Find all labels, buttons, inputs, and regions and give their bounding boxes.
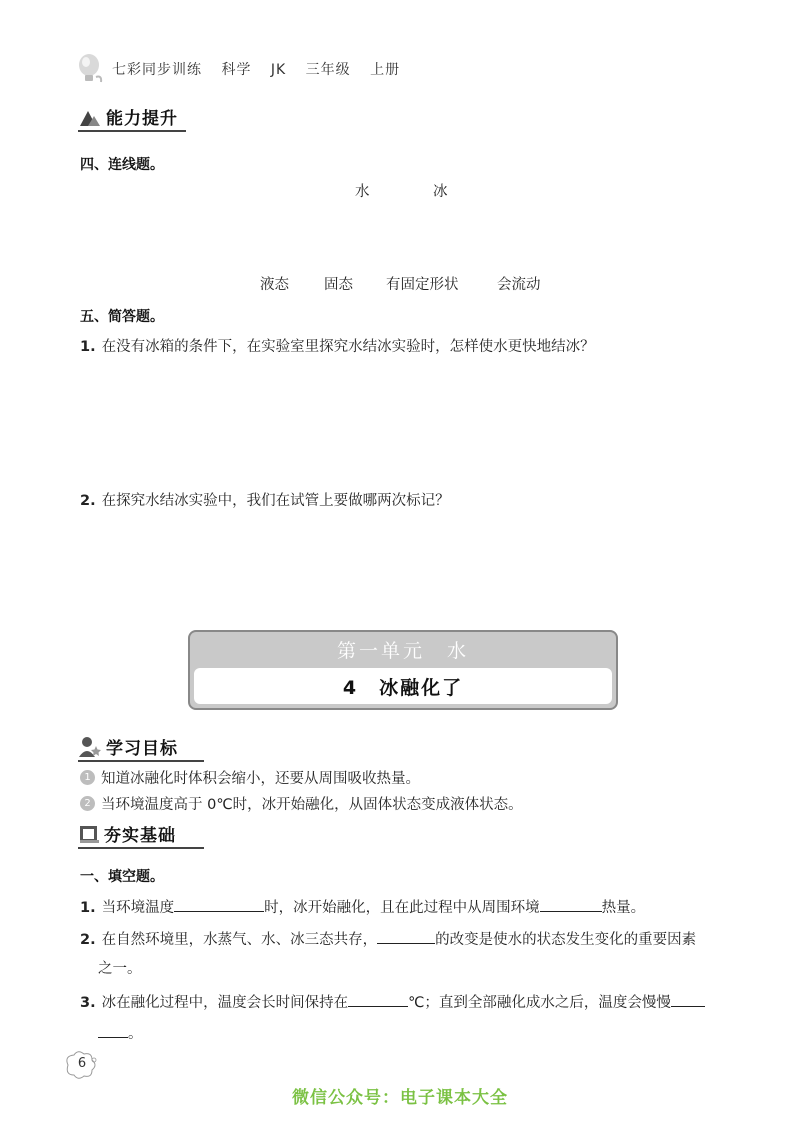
match-top-item-2: 冰 xyxy=(433,184,448,200)
answer-blank[interactable] xyxy=(174,897,264,912)
page-number: 6 xyxy=(77,1056,87,1071)
header-grade: 三年级 xyxy=(305,62,351,78)
unit-banner xyxy=(188,630,618,710)
book-icon xyxy=(78,823,100,845)
section-goals xyxy=(78,734,208,759)
fill-item-2-cont: 之一。 xyxy=(98,961,142,977)
section-basics xyxy=(78,821,208,846)
header-volume: 上册 xyxy=(370,62,401,78)
section-underline xyxy=(78,847,204,849)
header-series: 七彩同步训练 xyxy=(112,62,202,78)
fill-item-2-text-a: 在自然环境里，水蒸气、水、冰三态共存， xyxy=(101,932,378,948)
fill-item-2-num: 2. xyxy=(80,932,96,948)
fill-item-3-text-c: 。 xyxy=(128,1026,143,1042)
fill-item-2 xyxy=(80,929,730,950)
fill-item-1-text-c: 热量。 xyxy=(601,900,646,916)
goal-text-1: 知道冰融化时体积会缩小，还要从周围吸收热量。 xyxy=(101,771,420,787)
section-ability xyxy=(78,104,190,129)
answer-blank[interactable] xyxy=(348,992,408,1007)
q5-item-2-num: 2. xyxy=(80,493,96,509)
q5-item-2 xyxy=(80,491,720,511)
answer-blank[interactable] xyxy=(540,897,602,912)
mountain-icon xyxy=(78,107,102,127)
q5-item-2-text: 在探究水结冰实验中，我们在试管上要做哪两次标记？ xyxy=(101,493,450,509)
fill-item-1-num: 1. xyxy=(80,900,96,916)
section-goals-title: 学习目标 xyxy=(106,739,178,759)
fill-item-3-num: 3. xyxy=(80,995,96,1011)
section-basics-title: 夯实基础 xyxy=(104,826,176,846)
q5-item-1-text: 在没有冰箱的条件下，在实验室里探究水结冰实验时，怎样使水更快地结冰？ xyxy=(101,339,595,355)
match-bottom-item-4: 会流动 xyxy=(497,277,541,293)
q5-heading: 五、简答题。 xyxy=(80,309,164,325)
q1-heading: 一、填空题。 xyxy=(80,869,164,885)
lightbulb-icon xyxy=(76,53,104,85)
footer-watermark: 微信公众号：电子课本大全 xyxy=(292,1088,508,1108)
goal-number-1: 1 xyxy=(80,770,95,785)
answer-blank[interactable] xyxy=(98,1023,128,1038)
header-edition: JK xyxy=(270,62,287,78)
fill-item-2-text-b: 的改变是使水的状态发生变化的重要因素 xyxy=(435,932,697,948)
q4-heading: 四、连线题。 xyxy=(80,157,164,173)
header-subject: 科学 xyxy=(221,62,252,78)
unit-title: 第一单元 水 xyxy=(336,639,469,662)
header-text xyxy=(112,59,414,79)
goal-item-1 xyxy=(80,767,420,788)
fill-item-1 xyxy=(80,897,730,918)
answer-blank[interactable] xyxy=(377,929,435,944)
page-number-badge xyxy=(60,1050,100,1080)
section-underline xyxy=(78,760,204,762)
fill-item-3-cont xyxy=(98,1023,143,1044)
goal-number-2: 2 xyxy=(80,796,95,811)
goal-item-2 xyxy=(80,793,523,814)
match-bottom-item-2: 固态 xyxy=(324,277,353,293)
lesson-title: 4 冰融化了 xyxy=(194,668,612,704)
match-bottom-item-3: 有固定形状 xyxy=(386,277,459,293)
section-underline xyxy=(78,130,186,132)
fill-item-1-text-a: 当环境温度 xyxy=(101,900,175,916)
page-header xyxy=(76,52,414,86)
q5-item-1 xyxy=(80,337,720,357)
match-top-item-1: 水 xyxy=(355,184,370,200)
answer-blank[interactable] xyxy=(671,992,705,1007)
q5-item-1-num: 1. xyxy=(80,339,96,355)
goal-text-2: 当环境温度高于 0℃时，冰开始融化，从固体状态变成液体状态。 xyxy=(101,797,523,813)
fill-item-3 xyxy=(80,992,740,1013)
fill-item-1-text-b: 时，冰开始融化，且在此过程中从周围环境 xyxy=(264,900,540,916)
learner-icon xyxy=(78,736,102,758)
section-ability-title: 能力提升 xyxy=(106,109,178,129)
fill-item-3-text-a: 冰在融化过程中，温度会长时间保持在 xyxy=(101,995,349,1011)
match-bottom-item-1: 液态 xyxy=(260,277,289,293)
fill-item-3-text-b: ℃；直到全部融化成水之后，温度会慢慢 xyxy=(408,995,671,1011)
